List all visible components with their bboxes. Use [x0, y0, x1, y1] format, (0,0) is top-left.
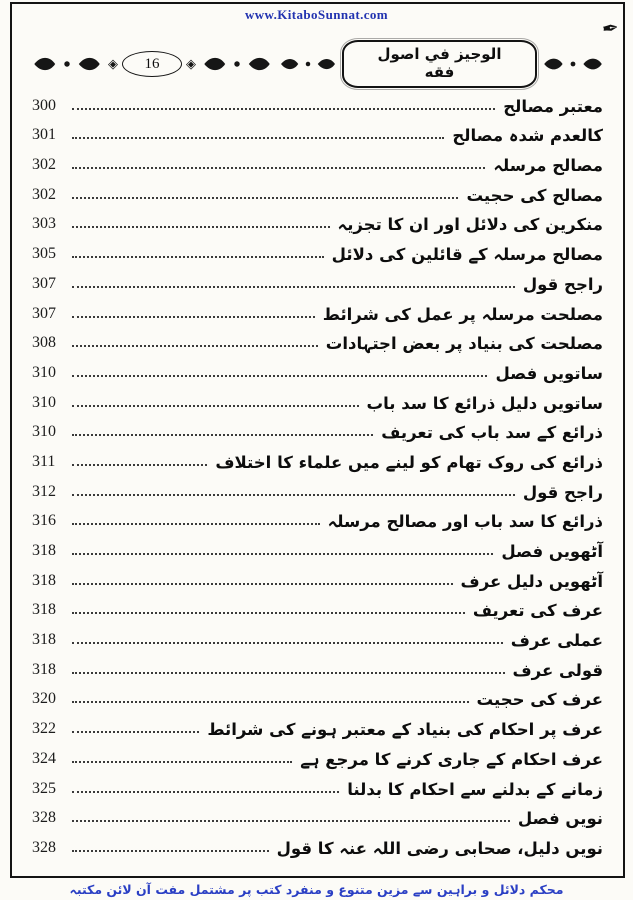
- entry-title: معتبر مصالح: [503, 96, 603, 116]
- entry-title: ذرائع کے سد باب کی تعریف: [381, 423, 603, 443]
- diamond-ornament-icon: ◈: [186, 56, 196, 72]
- toc-entry: [32, 504, 603, 534]
- toc-entry: [32, 474, 603, 504]
- dot-leader: [72, 820, 510, 822]
- toc-entry: [32, 355, 603, 385]
- toc-entry: [32, 147, 603, 177]
- entry-title: زمانے کے بدلنے سے احکام کا بدلنا: [347, 779, 603, 799]
- dot-leader: [72, 108, 495, 110]
- dot-leader: [72, 583, 453, 585]
- toc-list: [32, 88, 603, 860]
- book-title: الوجيز في اصول فقه: [377, 45, 502, 81]
- toc-entry: [32, 771, 603, 801]
- entry-page-number: 318: [32, 631, 56, 649]
- entry-page-number: 301: [32, 126, 56, 144]
- toc-entry: [32, 415, 603, 445]
- dot-leader: [72, 494, 515, 496]
- dot-leader: [72, 286, 515, 288]
- entry-page-number: 300: [32, 96, 56, 114]
- dot-leader: [72, 256, 324, 258]
- page-number-badge: [122, 51, 182, 77]
- entry-title: راجح قول: [522, 482, 603, 502]
- diamond-ornament-icon: ◈: [108, 56, 118, 72]
- entry-page-number: 324: [32, 749, 56, 767]
- entry-page-number: 310: [32, 393, 56, 411]
- toc-entry: [32, 207, 603, 237]
- entry-page-number: 328: [32, 809, 56, 827]
- entry-title: عرف کی حجیت: [476, 690, 603, 710]
- dot-leader: [72, 434, 373, 436]
- header-ornament-band: [30, 46, 605, 82]
- toc-entry: [32, 385, 603, 415]
- entry-title: مصلحت مرسلہ پر عمل کی شرائط: [322, 304, 603, 324]
- page-number: 16: [144, 55, 160, 72]
- toc-entry: [32, 741, 603, 771]
- dot-leader: [72, 553, 493, 555]
- entry-page-number: 302: [32, 185, 56, 203]
- toc-entry: [32, 118, 603, 148]
- entry-page-number: 310: [32, 363, 56, 381]
- toc-entry: [32, 177, 603, 207]
- toc-entry: [32, 682, 603, 712]
- entry-page-number: 322: [32, 720, 56, 738]
- entry-page-number: 325: [32, 779, 56, 797]
- entry-page-number: 311: [32, 452, 56, 470]
- entry-title: ذرائع کا سد باب اور مصالح مرسلہ: [327, 512, 603, 532]
- toc-entry: [32, 296, 603, 326]
- toc-entry: [32, 593, 603, 623]
- scroll-ornament-icon: [278, 54, 338, 74]
- entry-page-number: 316: [32, 512, 56, 530]
- dot-leader: [72, 375, 487, 377]
- dot-leader: [72, 850, 269, 852]
- dot-leader: [72, 405, 359, 407]
- entry-page-number: 302: [32, 156, 56, 174]
- entry-page-number: 307: [32, 274, 56, 292]
- entry-title: نویں فصل: [517, 809, 603, 829]
- entry-page-number: 318: [32, 601, 56, 619]
- entry-title: کالعدم شدہ مصالح: [452, 126, 603, 146]
- dot-leader: [72, 523, 320, 525]
- toc-entry: [32, 711, 603, 741]
- entry-title: نویں دلیل، صحابی رضی اللہ عنہ کا قول: [276, 838, 603, 858]
- toc-entry: [32, 652, 603, 682]
- dot-leader: [72, 226, 330, 228]
- entry-title: ساتویں فصل: [495, 363, 603, 383]
- entry-title: عرف احکام کے جاری کرنے کا مرجع ہے: [300, 749, 603, 769]
- dot-leader: [72, 612, 465, 614]
- entry-page-number: 318: [32, 660, 56, 678]
- scroll-ornament-icon: [541, 54, 605, 74]
- toc-entry: [32, 326, 603, 356]
- entry-title: آٹھویں دلیل عرف: [460, 571, 603, 591]
- toc-entry: [32, 830, 603, 860]
- toc-entry: [32, 88, 603, 118]
- entry-page-number: 318: [32, 571, 56, 589]
- dot-leader: [72, 345, 318, 347]
- entry-page-number: 303: [32, 215, 56, 233]
- scroll-ornament-icon: [30, 54, 104, 74]
- entry-title: ذرائع کی روک تھام کو لینے میں علماء کا اختلاف: [215, 452, 603, 472]
- dot-leader: [72, 642, 503, 644]
- website-url: www.KitaboSunnat.com: [244, 7, 389, 22]
- entry-title: ساتویں دلیل ذرائع کا سد باب: [366, 393, 603, 413]
- toc-entry: [32, 533, 603, 563]
- toc-entry: [32, 266, 603, 296]
- entry-title: مصالح مرسلہ کے قائلین کی دلائل: [331, 245, 603, 265]
- entry-title: راجح قول: [522, 274, 603, 294]
- toc-entry: [32, 801, 603, 831]
- entry-page-number: 310: [32, 423, 56, 441]
- dot-leader: [72, 761, 292, 763]
- scroll-ornament-icon: [200, 54, 274, 74]
- dot-leader: [72, 316, 315, 318]
- entry-title: عرف کی تعریف: [472, 601, 603, 621]
- toc-entry: [32, 622, 603, 652]
- entry-title: مصلحت کی بنیاد پر بعض اجتہادات: [325, 334, 603, 354]
- pen-icon: ✒: [600, 14, 621, 42]
- dot-leader: [72, 137, 444, 139]
- book-title-cartouche: [342, 40, 537, 88]
- entry-page-number: 312: [32, 482, 56, 500]
- dot-leader: [72, 464, 207, 466]
- dot-leader: [72, 731, 199, 733]
- toc-entry: [32, 563, 603, 593]
- entry-title: مصالح مرسلہ: [493, 156, 603, 176]
- toc-entry: [32, 444, 603, 474]
- entry-page-number: 328: [32, 838, 56, 856]
- dot-leader: [72, 197, 458, 199]
- toc-entry: [32, 236, 603, 266]
- entry-title: عملی عرف: [510, 631, 603, 651]
- entry-page-number: 305: [32, 245, 56, 263]
- entry-page-number: 308: [32, 334, 56, 352]
- entry-page-number: 307: [32, 304, 56, 322]
- footer-tagline: محکم دلائل و براہین سے مزین متنوع و منفرد کتب پر مشتمل مفت آن لائن مکتبہ: [69, 882, 564, 897]
- dot-leader: [72, 791, 339, 793]
- dot-leader: [72, 701, 469, 703]
- dot-leader: [72, 672, 505, 674]
- entry-title: عرف پر احکام کی بنیاد کے معتبر ہونے کی شرائط: [207, 720, 603, 740]
- entry-title: مصالح کی حجیت: [466, 185, 603, 205]
- entry-title: آٹھویں فصل: [501, 542, 603, 562]
- dot-leader: [72, 167, 485, 169]
- entry-title: منکرین کی دلائل اور ان کا تجزیہ: [337, 215, 603, 235]
- entry-page-number: 318: [32, 542, 56, 559]
- entry-title: قولی عرف: [512, 660, 603, 680]
- entry-page-number: 320: [32, 690, 56, 708]
